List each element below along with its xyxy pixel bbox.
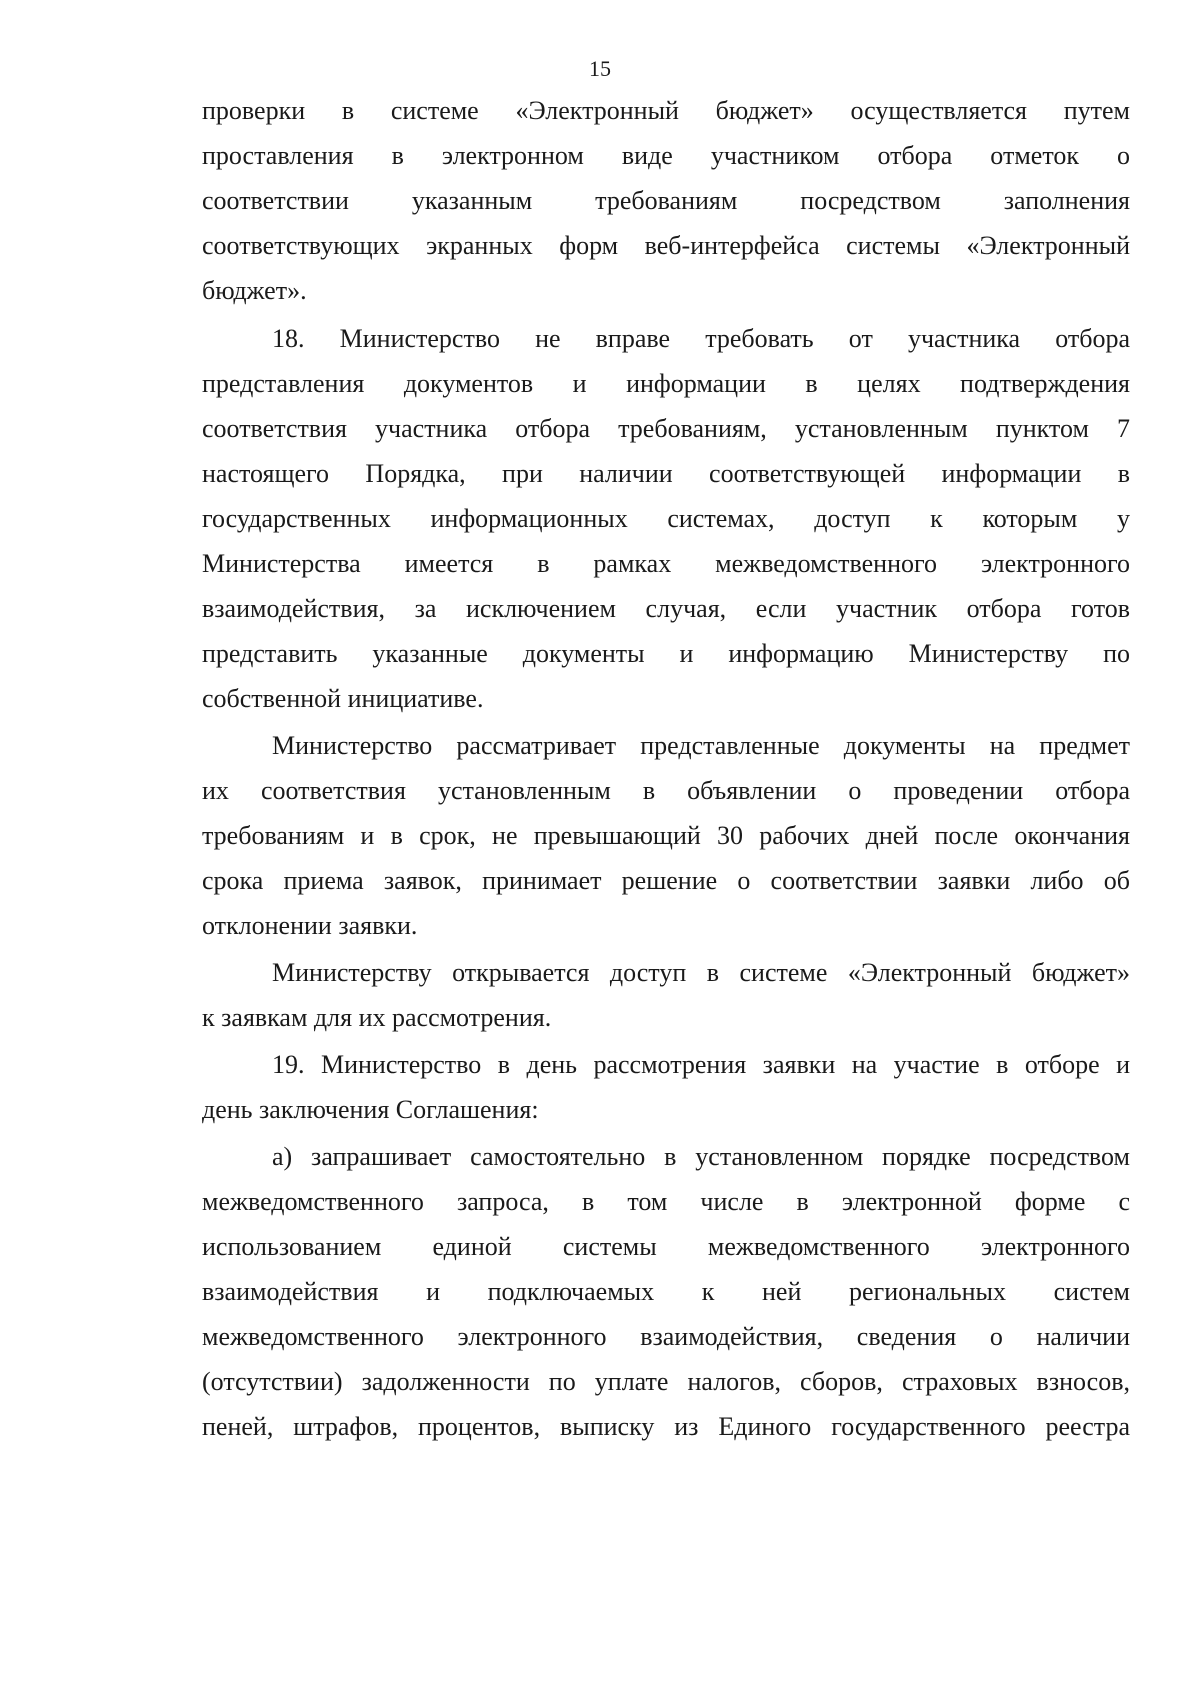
text-line: а) запрашивает самостоятельно в установленном порядке посредством <box>272 1142 1130 1171</box>
page-number: 15 <box>589 56 611 81</box>
text-line: требованиям и в срок, не превышающий 30 рабочих дней после окончания <box>202 821 1130 850</box>
text-line: настоящего Порядка, при наличии соответствующей информации в <box>202 459 1130 488</box>
text-line: представить указанные документы и информацию Министерству по <box>202 639 1130 668</box>
text-line: их соответствия установленным в объявлении о проведении отбора <box>202 776 1130 805</box>
text-line: пеней, штрафов, процентов, выписку из Единого государственного реестра <box>202 1412 1130 1441</box>
text-line: Министерства имеется в рамках межведомственного электронного <box>202 549 1130 578</box>
text-line: бюджет». <box>202 276 307 305</box>
text-line: государственных информационных системах, доступ к которым у <box>202 504 1130 533</box>
text-line: межведомственного запроса, в том числе в электронной форме с <box>202 1187 1130 1216</box>
text-line: день заключения Соглашения: <box>202 1095 539 1124</box>
text-line: взаимодействия и подключаемых к ней региональных систем <box>202 1277 1130 1306</box>
text-line: использованием единой системы межведомственного электронного <box>202 1232 1130 1261</box>
text-line: межведомственного электронного взаимодействия, сведения о наличии <box>202 1322 1130 1351</box>
text-line: представления документов и информации в целях подтверждения <box>202 369 1130 398</box>
text-line: соответствии указанным требованиям посредством заполнения <box>202 186 1130 215</box>
text-line: (отсутствии) задолженности по уплате налогов, сборов, страховых взносов, <box>202 1367 1130 1396</box>
text-line: отклонении заявки. <box>202 911 418 940</box>
text-line: взаимодействия, за исключением случая, если участник отбора готов <box>202 594 1130 623</box>
text-line: проверки в системе «Электронный бюджет» осуществляется путем <box>202 96 1130 125</box>
text-line: соответствия участника отбора требованиям, установленным пунктом 7 <box>202 414 1130 443</box>
text-line: соответствующих экранных форм веб-интерфейса системы «Электронный <box>202 231 1130 260</box>
text-line: к заявкам для их рассмотрения. <box>202 1003 552 1032</box>
text-line: собственной инициативе. <box>202 684 484 713</box>
text-line: проставления в электронном виде участником отбора отметок о <box>202 141 1130 170</box>
text-line: Министерству открывается доступ в системе «Электронный бюджет» <box>272 958 1130 987</box>
text-line: 18. Министерство не вправе требовать от участника отбора <box>272 324 1130 353</box>
text-line: Министерство рассматривает представленные документы на предмет <box>272 731 1130 760</box>
text-line: срока приема заявок, принимает решение о соответствии заявки либо об <box>202 866 1130 895</box>
text-line: 19. Министерство в день рассмотрения заявки на участие в отборе и <box>272 1050 1130 1079</box>
